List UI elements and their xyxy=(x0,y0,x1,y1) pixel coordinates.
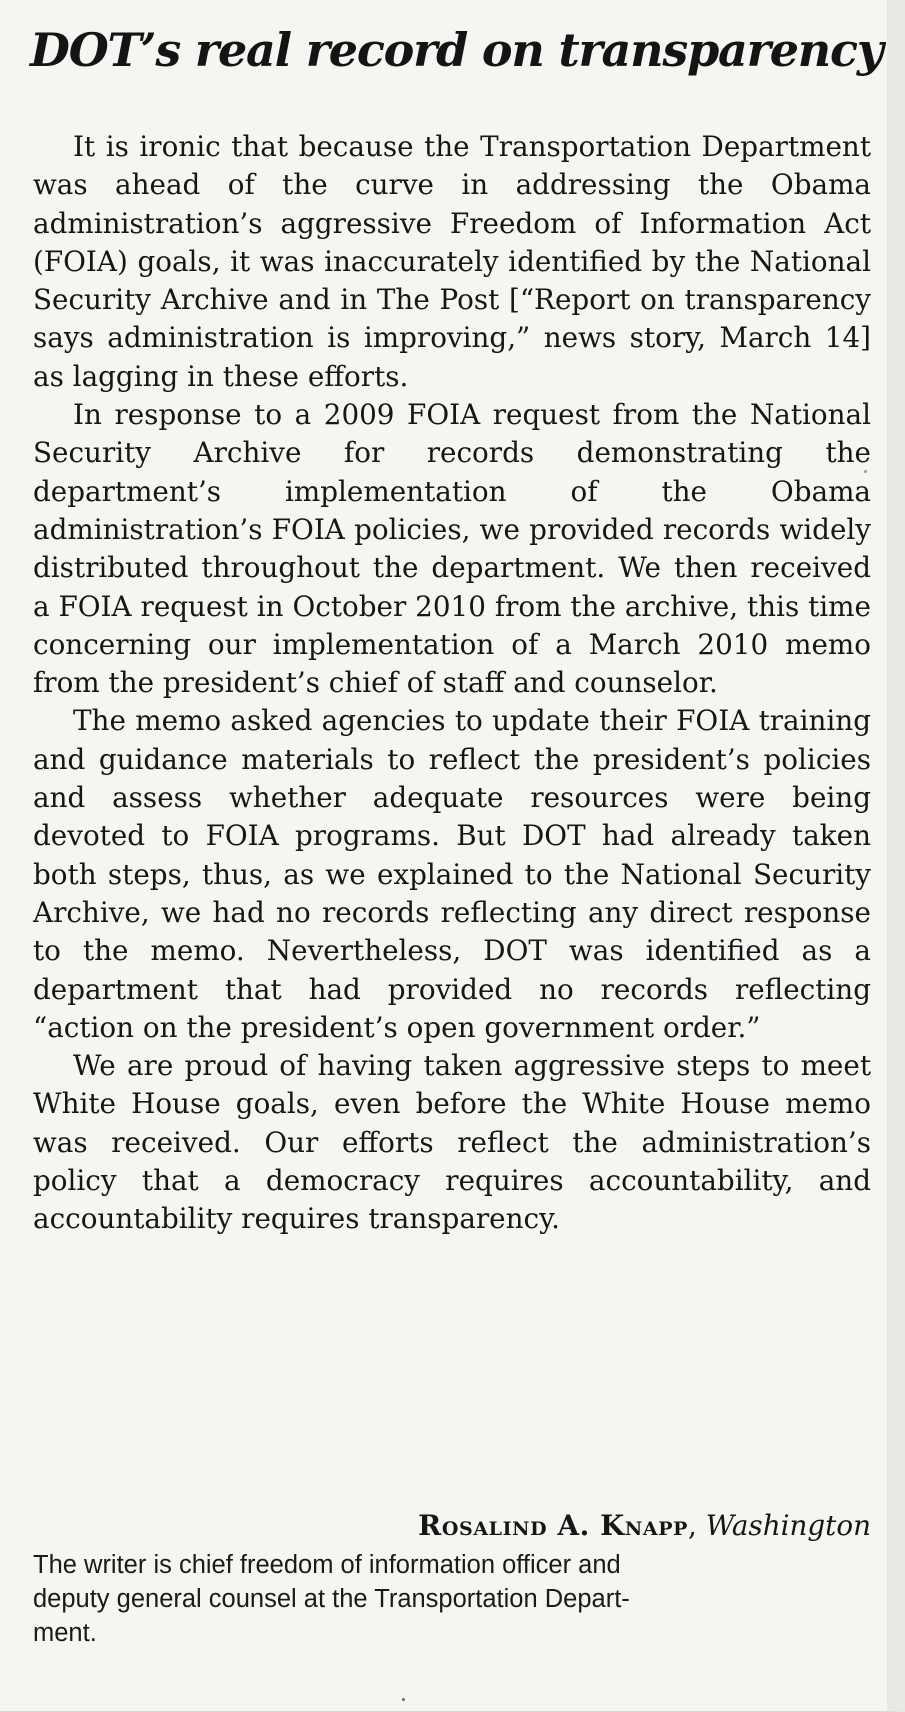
headline: DOT’s real record on transparency xyxy=(30,23,883,77)
footnote-line-2: deputy general counsel at the Transportation Depart- xyxy=(33,1585,630,1613)
footnote-line-1: The writer is chief freedom of information officer and xyxy=(33,1551,621,1579)
signature-line xyxy=(33,1507,871,1545)
paragraph-1: It is ironic that because the Transportation Department was ahead of the curve in addressing the Obama administration’s aggressive Freedom of Information Act (FOIA) goals, it was inaccurately identified by the National Security Archive and in The Post [“Report on transparency says administration is improving,” news story, March 14] as lagging in these efforts. xyxy=(33,130,871,393)
paragraph-2: In response to a 2009 FOIA request from the National Security Archive for records demonstrating the department’s implementation of the Obama administration’s FOIA policies, we provided records widely distributed throughout the department. We then received a FOIA request in October 2010 from the archive, this time concerning our implementation of a March 2010 memo from the president’s chief of staff and counselor. xyxy=(33,398,871,700)
footnote-line-3: ment. xyxy=(33,1619,97,1647)
author-footnote xyxy=(33,1548,871,1650)
print-speck xyxy=(864,470,867,473)
signature-separator: , xyxy=(688,1509,706,1542)
print-speck xyxy=(402,1698,405,1701)
author-name: Rosalind A. Knapp xyxy=(418,1509,689,1542)
author-location: Washington xyxy=(705,1509,871,1542)
letter-body xyxy=(33,128,871,1239)
paragraph-3: The memo asked agencies to update their FOIA training and guidance materials to reflect the president’s policies and assess whether adequate resources were being devoted to FOIA programs. But DOT had already taken both steps, thus, as we explained to the National Security Archive, we had no records reflecting any direct response to the memo. Nevertheless, DOT was identified as a department that had provided no records reflecting “action on the president’s open government order.” xyxy=(33,704,871,1044)
paragraph-4: We are proud of having taken aggressive steps to meet White House goals, even before the White House memo was received. Our efforts reflect the administration’s policy that a democracy requires accountability, and accountability requires transparency. xyxy=(33,1049,871,1236)
